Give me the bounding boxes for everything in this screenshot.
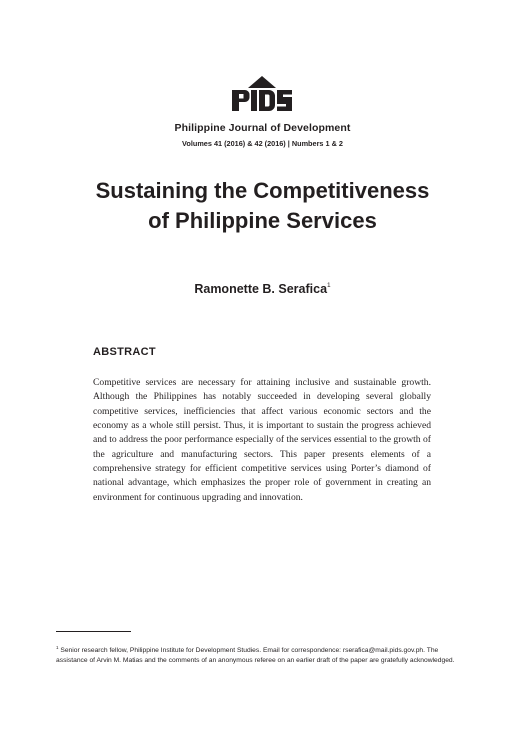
footnote-divider bbox=[56, 631, 131, 632]
paper-title-line-1: Sustaining the Competitiveness bbox=[95, 178, 430, 203]
author-footnote-marker[interactable]: 1 bbox=[327, 282, 331, 289]
pids-logo-icon bbox=[231, 76, 293, 112]
journal-name: Philippine Journal of Development bbox=[174, 122, 351, 134]
footnote-marker: 1 bbox=[56, 645, 59, 650]
journal-volume: Volumes 41 (2016) & 42 (2016) | Numbers 1 & 2 bbox=[182, 139, 343, 148]
author-name bbox=[0, 282, 525, 296]
paper-title bbox=[0, 176, 525, 236]
footnote bbox=[56, 643, 471, 666]
author-name-text: Ramonette B. Serafica bbox=[194, 282, 328, 296]
paper-title-line-2: of Philippine Services bbox=[148, 208, 377, 233]
footnote-text: Senior research fellow, Philippine Institute for Development Studies. Email for correspondence: rserafica@mail.pids.gov.ph. The assistance of Arvin M. Matias and the comments of an anonymous referee on an earlier draft of the paper are gratefully acknowledged. bbox=[56, 647, 455, 664]
abstract-text: Competitive services are necessary for attaining inclusive and sustainable growth. Although the Philippines has notably succeeded in developing several globally competitive services, inefficiencies that affect various economic sectors and the economy as a whole still persist. Thus, it is important to sustain the progress achieved and to address the poor performance especially of the services essential to the growth of the agriculture and manufacturing sectors. This paper presents elements of a comprehensive strategy for efficient competitive services using Porter’s diamond of national advantage, which emphasizes the proper role of government in creating an environment for continuous upgrading and innovation. bbox=[93, 377, 431, 503]
abstract-heading: ABSTRACT bbox=[93, 346, 156, 358]
